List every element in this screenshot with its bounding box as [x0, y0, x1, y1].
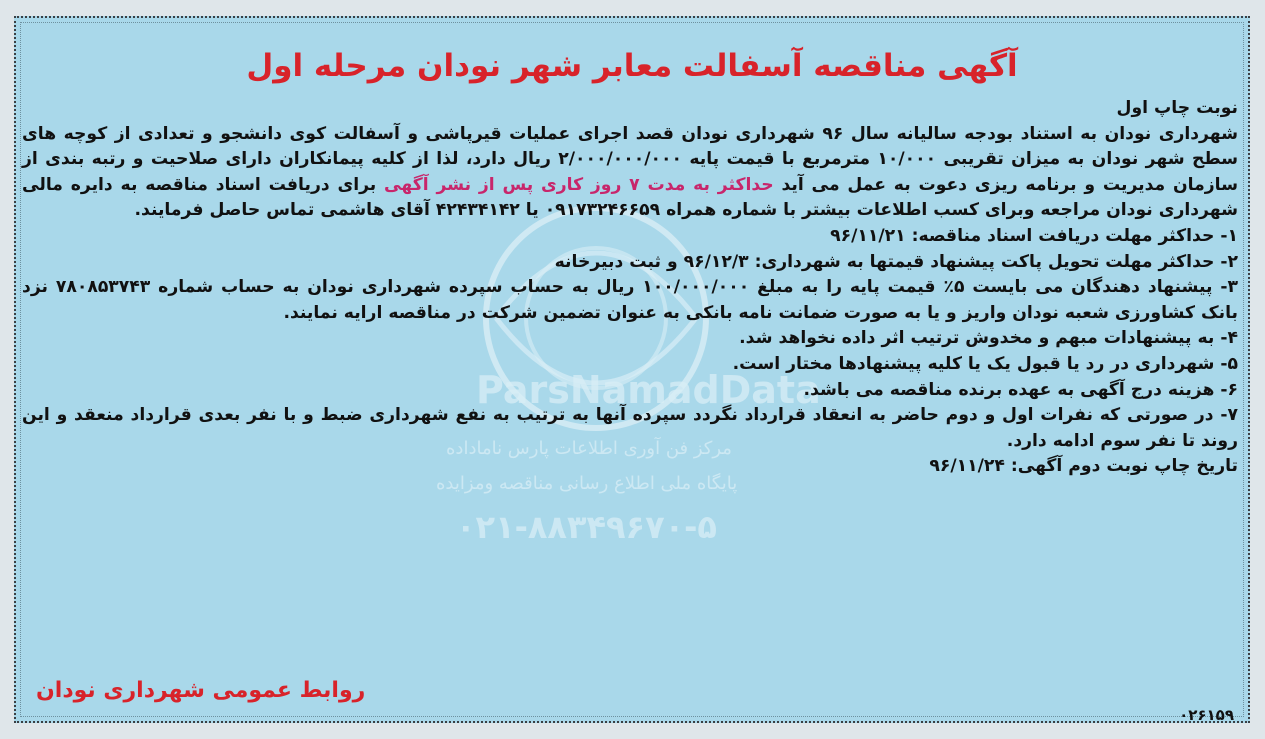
ad-title: آگهی مناقصه آسفالت معابر شهر نودان مرحله اول: [246, 48, 1018, 84]
ad-body: [22, 96, 1238, 480]
second-print-date: تاریخ چاپ نوبت دوم آگهی: ۹۶/۱۱/۲۴: [929, 456, 1238, 477]
publisher-signature: روابط عمومی شهرداری نودان: [36, 678, 366, 703]
watermark-brand: ParsNamadData: [476, 368, 821, 412]
print-round: نوبت چاپ اول: [1116, 98, 1238, 118]
watermark-line-2: مرکز فن آوری اطلاعات پارس ناماداده: [446, 438, 732, 459]
intro-text-a: شهرداری نودان به استناد بودجه سالیانه سال ۹۶ شهرداری نودان قصد اجرای عملیات قیرپاشی و آسفالت کوی دانشجو و تعدادی از کوچه های سطح شهر نودان به میزان تقریبی ۱۰/۰۰۰ مترمربع با قیمت پایه ۲/۰۰۰/۰۰۰/۰۰۰ ریال دارد، لذا از کلیه پیمانکاران دارای صلاحیت و رتبه بندی از سازمان مدیریت و برنامه ریزی دعوت به عمل می آید: [22, 123, 1239, 195]
condition-item-3: ۳- پیشنهاد دهندگان می بایست ۵٪ قیمت پایه را به مبلغ ۱۰۰/۰۰۰/۰۰۰ ریال به حساب سپرده شهرداری نودان به حساب شماره ۷۸۰۸۵۳۷۴۳ نزد بانک کشاورزی شعبه نودان واریز و یا به صورت ضمانت نامه بانکی به عنوان تضمین شرکت در مناقصه ارایه نمایند.: [22, 277, 1238, 323]
intro-text-b: برای دریافت اسناد مناقصه به دایره مالی شهرداری نودان مراجعه وبرای کسب اطلاعات بیشتر با شماره همراه ۰۹۱۷۳۲۴۶۶۵۹ یا ۴۲۴۳۴۱۴۲ آقای هاشمی تماس حاصل فرمایند.: [22, 174, 1238, 221]
deadline-highlight: حداکثر به مدت ۷ روز کاری پس از نشر آگهی: [384, 174, 774, 195]
watermark-line-1: پایگاه ملی اطلاع رسانی مناقصه ومزایده: [436, 473, 738, 494]
condition-item-1: ۱- حداکثر مهلت دریافت اسناد مناقصه: ۹۶/۱۱/۲۱: [830, 225, 1238, 246]
intro-paragraph: [22, 122, 1238, 224]
condition-item-5: ۵- شهرداری در رد یا قبول یک یا کلیه پیشنهادها مختار است.: [732, 353, 1238, 374]
ad-code: ۰۲۶۱۵۹: [1179, 706, 1234, 723]
watermark-phone: ۰۲۱-۸۸۳۴۹۶۷۰-۵: [456, 508, 717, 546]
condition-item-4: ۴- به پیشنهادات مبهم و مخدوش ترتیب اثر داده نخواهد شد.: [739, 328, 1238, 349]
ad-frame: [14, 16, 1250, 723]
condition-item-6: ۶- هزینه درج آگهی به عهده برنده مناقصه می باشد.: [803, 379, 1238, 400]
condition-item-2: ۲- حداکثر مهلت تحویل پاکت پیشنهاد قیمتها به شهرداری: ۹۶/۱۲/۳ و ثبت دبیرخانه: [554, 251, 1238, 272]
condition-item-7: ۷- در صورتی که نفرات اول و دوم حاضر به انعقاد قرارداد نگردد سپرده آنها به ترتیب به نفع شهرداری ضبط و با نفر بعدی قرارداد منعقد و این روند تا نفر سوم ادامه دارد.: [22, 405, 1238, 451]
